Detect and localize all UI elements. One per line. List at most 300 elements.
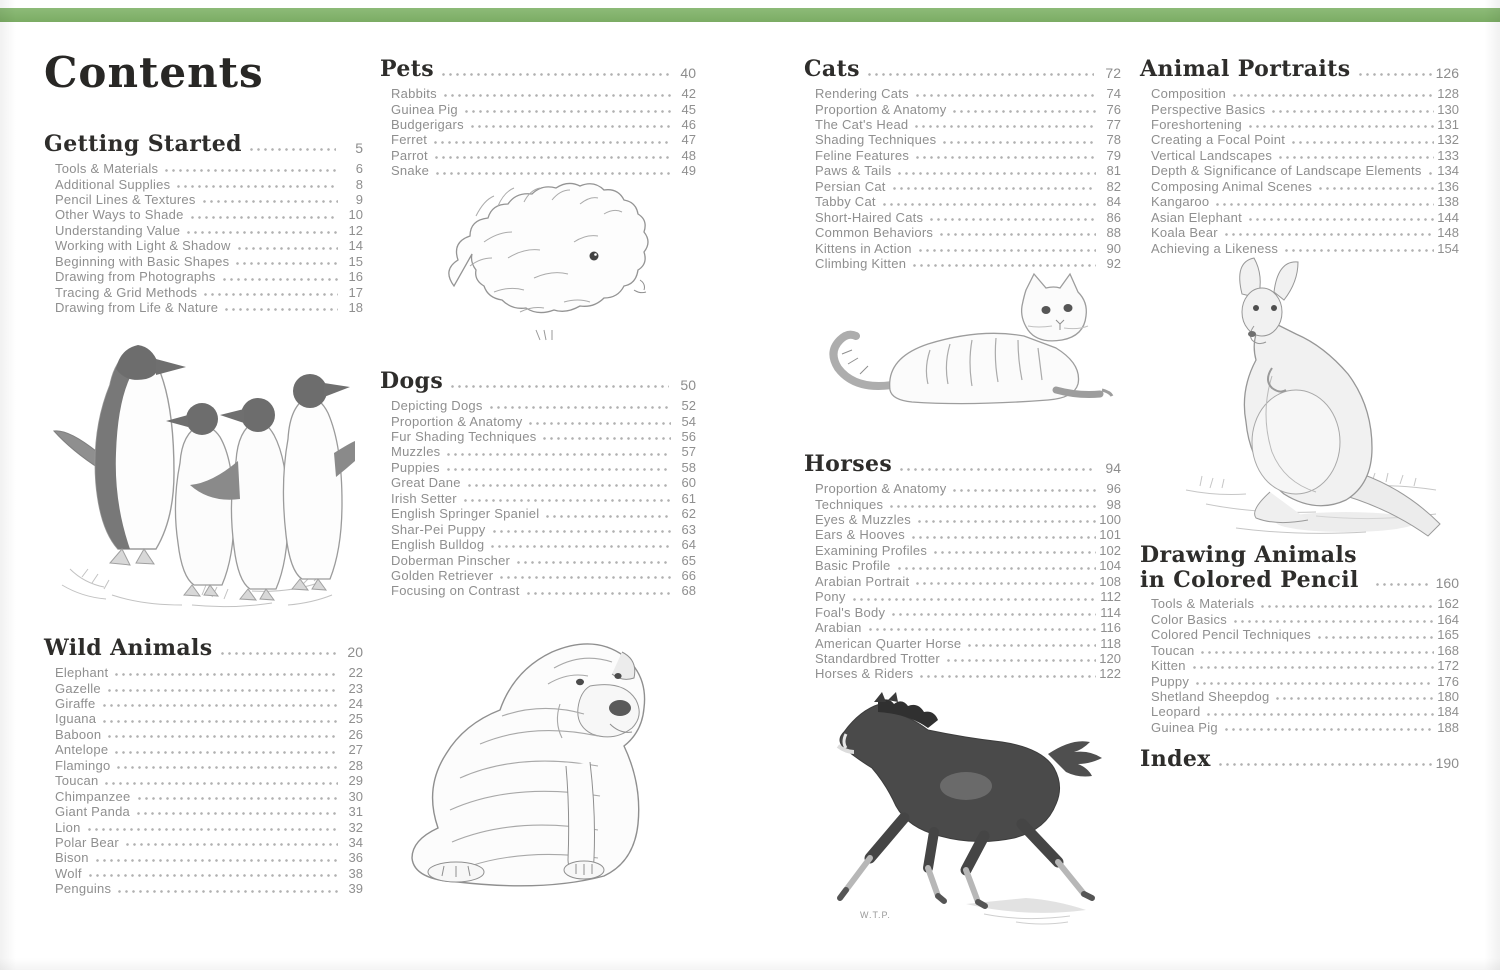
toc-entry-label: Golden Retriever (391, 567, 494, 583)
toc-section-dogs (380, 367, 696, 599)
dot-leader (113, 751, 338, 754)
dot-leader (175, 185, 338, 188)
toc-entry-row (1140, 596, 1459, 611)
toc-heading-row (380, 55, 696, 82)
toc-entry-row (1140, 148, 1459, 163)
dot-leader (896, 172, 1096, 175)
toc-entry-page: 22 (348, 665, 363, 681)
toc-entry-row (804, 481, 1121, 496)
toc-heading-row (804, 55, 1121, 82)
toc-entry-row (1140, 689, 1459, 704)
toc-entry-label: English Springer Spaniel (391, 506, 540, 522)
toc-entry-page: 162 (1437, 596, 1459, 612)
dot-leader (445, 453, 671, 456)
toc-entry-page: 148 (1437, 225, 1459, 241)
toc-heading-row (1140, 543, 1459, 592)
dot-leader (488, 406, 671, 409)
toc-entry-page: 116 (1100, 620, 1121, 636)
toc-entry-row (380, 101, 696, 116)
toc-entry-row (804, 256, 1121, 271)
toc-entry-list (1140, 86, 1459, 256)
toc-entry-label: Puppies (391, 459, 440, 475)
toc-entry-label: English Bulldog (391, 537, 485, 553)
toc-entry-label: Depicting Dogs (391, 398, 483, 414)
toc-entry-label: Budgerigars (391, 117, 464, 133)
toc-entry-page: 26 (348, 726, 363, 742)
toc-entry-label: Snake (391, 163, 430, 179)
dot-leader (466, 484, 671, 487)
toc-entry-row (1140, 194, 1459, 209)
toc-entry-row (380, 583, 696, 598)
section-page-number: 20 (347, 644, 363, 660)
dot-leader (442, 94, 671, 97)
toc-entry-label: Working with Light & Shadow (55, 238, 231, 254)
section-title: Dogs (380, 368, 444, 395)
toc-entry-row (804, 148, 1121, 163)
toc-entry-page: 180 (1437, 689, 1459, 705)
toc-entry-label: Other Ways to Shade (55, 207, 184, 223)
toc-entry-row (44, 711, 363, 726)
toc-entry-row (1140, 627, 1459, 642)
kangaroo-illustration (1176, 254, 1452, 546)
dot-leader (115, 766, 338, 769)
toc-entry-page: 131 (1437, 117, 1459, 133)
dot-leader (469, 125, 671, 128)
dot-leader (932, 551, 1096, 554)
toc-entry-label: Gazelle (55, 680, 101, 696)
toc-entry-row (804, 589, 1121, 604)
toc-entry-page: 122 (1099, 666, 1121, 682)
toc-entry-label: Ferret (391, 132, 428, 148)
toc-entry-row (804, 240, 1121, 255)
toc-entry-label: Persian Cat (815, 178, 886, 194)
toc-entry-row (1140, 101, 1459, 116)
toc-entry-page: 65 (681, 552, 696, 568)
section-title: Drawing Animals in Colored Pencil (1140, 542, 1359, 593)
toc-entry-page: 61 (681, 490, 696, 506)
toc-section-pets (380, 55, 696, 179)
toc-entry-page: 165 (1437, 627, 1459, 643)
toc-entry-label: Parrot (391, 147, 428, 163)
toc-entry-row (380, 117, 696, 132)
toc-entry-row (380, 398, 696, 413)
dot-leader (916, 520, 1096, 523)
toc-entry-row (380, 568, 696, 583)
toc-entry-page: 38 (348, 865, 363, 881)
toc-entry-label: Kangaroo (1151, 194, 1210, 210)
toc-entry-page: 34 (348, 834, 363, 850)
toc-entry-page: 188 (1437, 719, 1459, 735)
dot-leader (1316, 636, 1434, 639)
toc-entry-label: Feline Features (815, 147, 910, 163)
toc-entry-row (1140, 132, 1459, 147)
toc-entry-row (804, 132, 1121, 147)
dot-leader (941, 141, 1096, 144)
toc-entry-page: 15 (348, 253, 363, 269)
toc-entry-label: Penguins (55, 881, 112, 897)
toc-entry-label: Proportion & Anatomy (815, 481, 947, 497)
toc-entry-label: Koala Bear (1151, 225, 1218, 241)
toc-entry-row (1140, 86, 1459, 101)
toc-entry-page: 25 (348, 711, 363, 727)
dot-leader (1357, 73, 1432, 76)
toc-entry-page: 76 (1106, 101, 1121, 117)
toc-entry-row (44, 758, 363, 773)
toc-entry-row (380, 148, 696, 163)
toc-entry-label: Ears & Hooves (815, 527, 905, 543)
toc-entry-page: 128 (1437, 86, 1459, 102)
toc-section-animal-portraits (1140, 55, 1459, 256)
section-page-number: 50 (680, 377, 696, 393)
dot-leader (1194, 682, 1434, 685)
toc-entry-page: 6 (355, 161, 363, 177)
section-page-number: 72 (1105, 65, 1121, 81)
dot-leader (917, 249, 1096, 252)
toc-entry-label: Arabian (815, 620, 862, 636)
toc-entry-row (380, 522, 696, 537)
toc-entry-label: Tracing & Grid Methods (55, 284, 198, 300)
dot-leader (1223, 233, 1434, 236)
toc-entry-label: Kitten (1151, 658, 1186, 674)
dot-leader (163, 169, 338, 172)
toc-entry-label: Perspective Basics (1151, 101, 1266, 117)
toc-entry-page: 104 (1099, 558, 1121, 574)
toc-entry-row (44, 207, 363, 222)
toc-entry-row (380, 537, 696, 552)
toc-entry-page: 164 (1437, 611, 1459, 627)
toc-entry-row (804, 101, 1121, 116)
dot-leader (101, 720, 338, 723)
guinea-pig-illustration (424, 182, 670, 352)
toc-entry-page: 17 (348, 284, 363, 300)
toc-entry-label: Focusing on Contrast (391, 583, 520, 599)
dot-leader (881, 203, 1096, 206)
toc-section-wild-animals (44, 634, 363, 897)
toc-entry-row (44, 742, 363, 757)
toc-entry-row (44, 269, 363, 284)
toc-entry-label: Elephant (55, 665, 109, 681)
toc-entry-row (380, 460, 696, 475)
toc-entry-row (1140, 225, 1459, 240)
toc-entry-label: Guinea Pig (391, 101, 458, 117)
section-page-number: 126 (1435, 65, 1459, 81)
toc-entry-page: 29 (348, 773, 363, 789)
dot-leader (498, 576, 671, 579)
toc-entry-page: 134 (1437, 163, 1459, 179)
toc-entry-label: Rabbits (391, 86, 437, 102)
toc-entry-label: Foreshortening (1151, 117, 1242, 133)
dot-leader (913, 125, 1096, 128)
dot-leader (1223, 728, 1434, 731)
dot-leader (914, 156, 1096, 159)
toc-entry-page: 88 (1106, 225, 1121, 241)
toc-entry-row (804, 512, 1121, 527)
toc-entry-label: Beginning with Basic Shapes (55, 253, 230, 269)
toc-entry-page: 24 (348, 696, 363, 712)
section-title: Cats (804, 56, 860, 83)
toc-entry-page: 138 (1437, 194, 1459, 210)
toc-entry-label: Paws & Tails (815, 163, 892, 179)
toc-entry-page: 64 (681, 537, 696, 553)
toc-entry-page: 57 (681, 444, 696, 460)
toc-entry-label: Leopard (1151, 704, 1201, 720)
toc-entry-page: 36 (348, 850, 363, 866)
toc-entry-page: 52 (681, 398, 696, 414)
toc-entry-label: Kittens in Action (815, 240, 912, 256)
toc-entry-row (804, 620, 1121, 635)
dot-leader (1247, 218, 1434, 221)
dot-leader (234, 262, 338, 265)
toc-entry-label: Techniques (815, 496, 884, 512)
toc-entry-label: Proportion & Anatomy (391, 413, 523, 429)
penguin-adult-left (54, 345, 186, 565)
toc-entry-page: 31 (348, 804, 363, 820)
toc-entry-label: Vertical Landscapes (1151, 147, 1273, 163)
toc-entry-row (1140, 210, 1459, 225)
section-title: Index (1140, 746, 1211, 773)
toc-entry-label: Tools & Materials (1151, 596, 1255, 612)
toc-entry-page: 30 (348, 788, 363, 804)
toc-entry-row (44, 300, 363, 315)
toc-section-index (1140, 745, 1459, 776)
toc-entry-page: 112 (1100, 589, 1121, 605)
dot-leader (1427, 172, 1434, 175)
toc-entry-page: 68 (681, 583, 696, 599)
toc-entry-page: 118 (1100, 635, 1121, 651)
toc-entry-row (44, 789, 363, 804)
dot-leader (432, 141, 671, 144)
dot-leader (440, 73, 669, 76)
toc-entry-page: 66 (681, 567, 696, 583)
toc-entry-row (804, 605, 1121, 620)
dot-leader (219, 652, 336, 655)
toc-entry-label: Color Basics (1151, 611, 1227, 627)
dot-leader (1274, 697, 1434, 700)
toc-entry-row (44, 804, 363, 819)
toc-entry-label: Irish Setter (391, 490, 457, 506)
toc-entry-list (804, 86, 1121, 271)
dot-leader (449, 385, 669, 388)
dot-leader (434, 172, 671, 175)
toc-entry-page: 120 (1099, 650, 1121, 666)
toc-entry-label: Guinea Pig (1151, 719, 1218, 735)
toc-entry-page: 28 (348, 757, 363, 773)
toc-entry-list (44, 161, 363, 315)
toc-entry-label: Shading Techniques (815, 132, 937, 148)
dot-leader (221, 278, 338, 281)
toc-entry-label: Pony (815, 589, 846, 605)
toc-entry-page: 60 (681, 475, 696, 491)
toc-entry-row (804, 543, 1121, 558)
toc-entry-label: Doberman Pinscher (391, 552, 511, 568)
toc-entry-label: Iguana (55, 711, 97, 727)
dot-leader (890, 613, 1096, 616)
toc-entry-page: 14 (348, 238, 363, 254)
dot-leader (527, 422, 671, 425)
toc-entry-label: Horses & Riders (815, 666, 914, 682)
toc-entry-label: Standardbred Trotter (815, 650, 940, 666)
toc-entry-label: Rendering Cats (815, 86, 909, 102)
toc-heading-row (44, 634, 363, 661)
toc-entry-page: 184 (1437, 704, 1459, 720)
dot-leader (463, 110, 671, 113)
dot-leader (914, 94, 1096, 97)
dot-leader (1290, 141, 1434, 144)
toc-entry-label: Short-Haired Cats (815, 209, 924, 225)
toc-entry-row (804, 651, 1121, 666)
toc-entry-row (44, 819, 363, 834)
toc-entry-row (1140, 673, 1459, 688)
toc-entry-label: Chimpanzee (55, 788, 131, 804)
toc-entry-page: 90 (1106, 240, 1121, 256)
toc-entry-page: 27 (348, 742, 363, 758)
dot-leader (124, 843, 338, 846)
toc-entry-row (1140, 720, 1459, 735)
toc-entry-row (380, 132, 696, 147)
toc-heading-row (1140, 55, 1459, 82)
dot-leader (544, 515, 671, 518)
dot-leader (113, 673, 338, 676)
toc-entry-page: 92 (1106, 255, 1121, 271)
dot-leader (106, 735, 338, 738)
toc-entry-label: Muzzles (391, 444, 441, 460)
toc-entry-page: 48 (681, 147, 696, 163)
toc-entry-label: Depth & Significance of Landscape Elements (1151, 163, 1422, 179)
section-page-number: 40 (680, 65, 696, 81)
toc-entry-row (380, 491, 696, 506)
toc-entry-page: 144 (1437, 209, 1459, 225)
toc-entry-page: 172 (1437, 658, 1459, 674)
toc-entry-row (804, 527, 1121, 542)
toc-entry-row (804, 117, 1121, 132)
toc-entry-row (44, 835, 363, 850)
toc-entry-label: Tools & Materials (55, 161, 159, 177)
dot-leader (911, 264, 1096, 267)
toc-entry-label: Drawing from Life & Nature (55, 300, 219, 316)
toc-entry-row (44, 238, 363, 253)
toc-entry-list (1140, 596, 1459, 735)
toc-entry-label: Toucan (1151, 642, 1195, 658)
toc-entry-page: 136 (1437, 178, 1459, 194)
dot-leader (236, 247, 338, 250)
toc-entry-label: Eyes & Muzzles (815, 512, 911, 528)
toc-entry-page: 49 (681, 163, 696, 179)
toc-entry-label: Colored Pencil Techniques (1151, 627, 1311, 643)
dot-leader (951, 489, 1096, 492)
toc-entry-page: 63 (681, 521, 696, 537)
toc-entry-label: Climbing Kitten (815, 255, 907, 271)
dot-leader (86, 828, 338, 831)
toc-entry-label: Puppy (1151, 673, 1190, 689)
section-page-number: 190 (1435, 755, 1459, 771)
toc-entry-row (380, 444, 696, 459)
toc-entry-page: 16 (348, 269, 363, 285)
dot-leader (202, 293, 338, 296)
toc-entry-row (1140, 643, 1459, 658)
toc-entry-page: 10 (348, 207, 363, 223)
toc-entry-label: Flamingo (55, 757, 111, 773)
top-accent-bar (0, 8, 1500, 22)
toc-entry-label: Baboon (55, 726, 102, 742)
page-edge-shadow-right (1484, 0, 1500, 970)
toc-entry-row (804, 179, 1121, 194)
toc-entry-row (804, 635, 1121, 650)
section-title: Animal Portraits (1140, 56, 1351, 83)
toc-entry-label: Lion (55, 819, 81, 835)
toc-entry-label: American Quarter Horse (815, 635, 962, 651)
toc-entry-label: Great Dane (391, 475, 461, 491)
penguin-right (283, 374, 355, 590)
toc-entry-label: Wolf (55, 865, 82, 881)
toc-entry-label: Basic Profile (815, 558, 891, 574)
toc-entry-label: Polar Bear (55, 834, 119, 850)
toc-heading-row (44, 130, 363, 157)
toc-entry-page: 39 (348, 881, 363, 897)
toc-entry-row (804, 210, 1121, 225)
dot-leader (1259, 605, 1434, 608)
toc-entry-list (804, 481, 1121, 682)
toc-entry-page: 56 (681, 429, 696, 445)
toc-entry-page: 176 (1437, 673, 1459, 689)
toc-entry-label: Creating a Focal Point (1151, 132, 1286, 148)
toc-entry-page: 102 (1099, 542, 1121, 558)
dot-leader (1191, 666, 1434, 669)
toc-entry-label: Antelope (55, 742, 109, 758)
toc-entry-row (380, 475, 696, 490)
toc-entry-page: 133 (1437, 147, 1459, 163)
dot-leader (1247, 125, 1434, 128)
dot-leader (103, 782, 338, 785)
toc-section-getting-started (44, 130, 363, 315)
toc-entry-label: Additional Supplies (55, 176, 171, 192)
section-page-number: 94 (1105, 460, 1121, 476)
page-edge-shadow-bottom (0, 958, 1500, 970)
dot-leader (1199, 651, 1434, 654)
dot-leader (1270, 110, 1434, 113)
dot-leader (541, 437, 671, 440)
toc-entry-row (804, 194, 1121, 209)
dot-leader (867, 628, 1096, 631)
toc-entry-page: 96 (1106, 481, 1121, 497)
toc-entry-page: 78 (1106, 132, 1121, 148)
toc-entry-label: Proportion & Anatomy (815, 101, 947, 117)
toc-entry-row (1140, 179, 1459, 194)
toc-entry-page: 100 (1099, 512, 1121, 528)
toc-entry-row (44, 866, 363, 881)
toc-entry-label: Bison (55, 850, 89, 866)
toc-entry-row (804, 496, 1121, 511)
toc-heading-row (1140, 745, 1459, 772)
toc-entry-list (44, 665, 363, 897)
section-title: Horses (804, 451, 893, 478)
toc-entry-page: 74 (1106, 86, 1121, 102)
section-title: Getting Started (44, 131, 242, 158)
toc-entry-page: 77 (1106, 117, 1121, 133)
trotting-foal-illustration (816, 690, 1108, 932)
toc-entry-page: 154 (1437, 240, 1459, 256)
toc-entry-row (44, 285, 363, 300)
toc-entry-page: 18 (348, 300, 363, 316)
toc-entry-row (44, 223, 363, 238)
toc-entry-label: Giant Panda (55, 804, 131, 820)
toc-entry-page: 98 (1106, 496, 1121, 512)
toc-entry-label: Arabian Portrait (815, 573, 910, 589)
toc-heading-row (804, 450, 1121, 477)
dot-leader (1317, 187, 1434, 190)
toc-entry-row (1140, 704, 1459, 719)
toc-entry-row (44, 727, 363, 742)
dot-leader (938, 233, 1096, 236)
